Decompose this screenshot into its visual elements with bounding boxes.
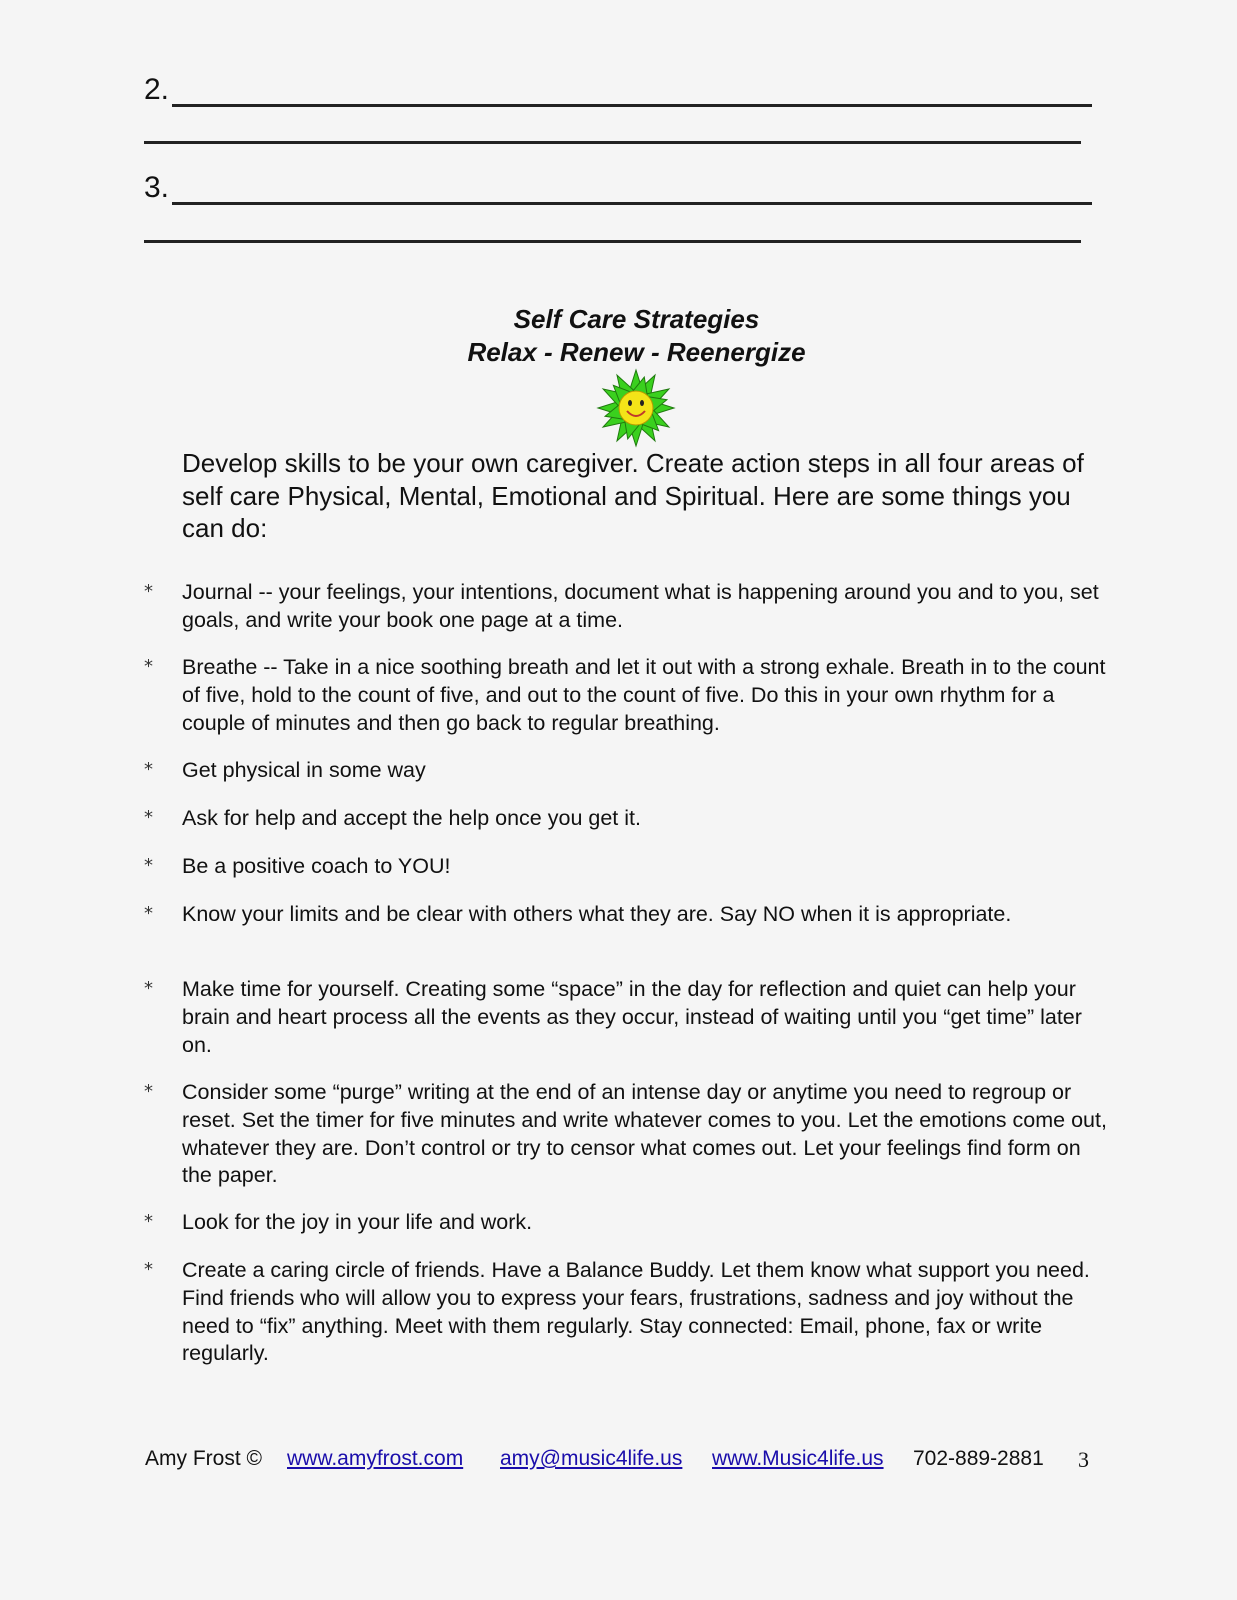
page-footer [0, 1447, 1237, 1477]
asterisk-bullet-icon: * [144, 1259, 153, 1280]
footer-website-link[interactable]: www.amyfrost.com [287, 1447, 464, 1470]
asterisk-bullet-icon: * [144, 759, 153, 780]
footer-phone: 702-889-2881 [913, 1447, 1044, 1470]
asterisk-bullet-icon: * [144, 656, 153, 677]
asterisk-bullet-icon: * [144, 855, 153, 876]
asterisk-bullet-icon: * [144, 1081, 153, 1102]
fill-in-number: 2. [144, 73, 170, 106]
asterisk-bullet-icon: * [144, 807, 153, 828]
list-item-text: Create a caring circle of friends. Have a Balance Buddy. Let them know what support you need. Find friends who will allow you to express your fears, frustrations, sadness and joy without the need to “fix” anything. Meet with them regularly. Stay connected: Email, phone, fax or write regularly. [182, 1258, 1090, 1366]
asterisk-bullet-icon: * [144, 1211, 153, 1232]
list-item-text: Get physical in some way [182, 758, 426, 782]
list-item-text: Ask for help and accept the help once you get it. [182, 806, 641, 830]
section-title: Self Care Strategies [513, 304, 760, 334]
asterisk-bullet-icon: * [144, 903, 153, 924]
list-item-text: Consider some “purge” writing at the end of an intense day or anytime you need to regroup or reset. Set the timer for five minutes and write whatever comes to you. Let the emotions come out, whatever they are. Don’t control or try to censor what comes out. Let your feelings find form on the paper. [182, 1080, 1107, 1188]
asterisk-bullet-icon: * [144, 581, 153, 602]
page-number: 3 [1078, 1447, 1089, 1472]
section-subtitle: Relax - Renew - Reenergize [467, 337, 806, 367]
footer-website2-link[interactable]: www.Music4life.us [712, 1447, 884, 1470]
list-item-text: Be a positive coach to YOU! [182, 854, 451, 878]
list-item-text: Know your limits and be clear with others what they are. Say NO when it is appropriate. [182, 902, 1012, 926]
footer-email-link[interactable]: amy@music4life.us [500, 1447, 683, 1470]
footer-author: Amy Frost © [145, 1447, 262, 1470]
list-item-text: Breathe -- Take in a nice soothing breath and let it out with a strong exhale. Breath in to the count of five, hold to the count of five, and out to the count of five. Do this in your own rhythm for a couple of minutes and then go back to regular breathing. [182, 655, 1106, 735]
asterisk-bullet-icon: * [144, 978, 153, 999]
list-item-text: Journal -- your feelings, your intentions, document what is happening around you and to you, set goals, and write your book one page at a time. [182, 580, 1099, 632]
fill-in-number: 3. [144, 171, 170, 204]
list-item-text: Make time for yourself. Creating some “space” in the day for reflection and quiet can help your brain and heart process all the events as they occur, instead of waiting until you “get time” later on. [182, 977, 1082, 1057]
intro-paragraph: Develop skills to be your own caregiver. Create action steps in all four areas of self care Physical, Mental, Emotional and Spiritual. Here are some things you can do: [182, 448, 1084, 543]
list-item-text: Look for the joy in your life and work. [182, 1210, 533, 1234]
